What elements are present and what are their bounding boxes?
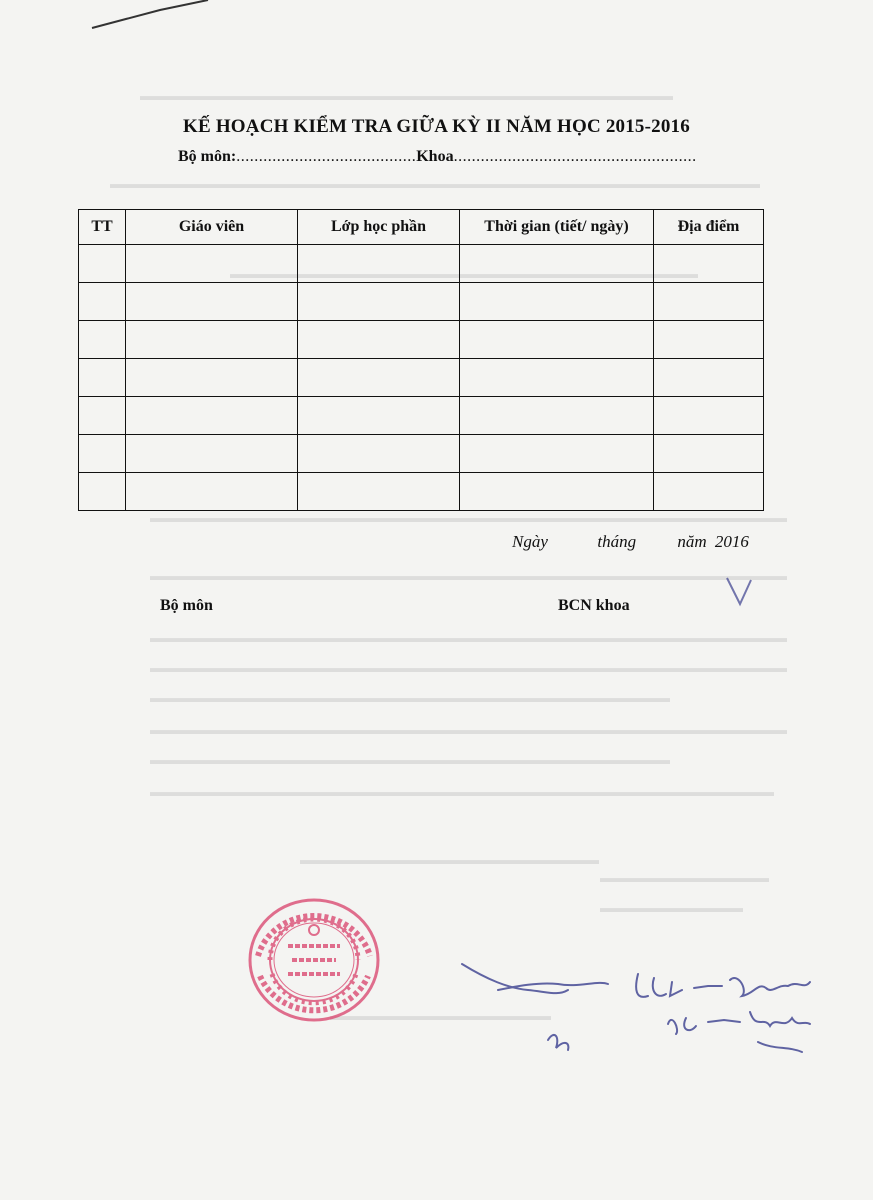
table-cell: [126, 321, 298, 359]
table-cell: [460, 245, 654, 283]
table-cell: [460, 321, 654, 359]
table-cell: [460, 435, 654, 473]
table-cell: [126, 359, 298, 397]
table-cell: [654, 435, 764, 473]
table-row: [79, 359, 764, 397]
table-cell: [654, 359, 764, 397]
table-cell: [79, 321, 126, 359]
header-location: Địa điểm: [654, 210, 764, 245]
table-cell: [654, 283, 764, 321]
table-row: [79, 283, 764, 321]
table-cell: [79, 397, 126, 435]
table-cell: [298, 473, 460, 511]
table-cell: [298, 435, 460, 473]
table-cell: [126, 283, 298, 321]
header-class-section: Lớp học phần: [298, 210, 460, 245]
table-cell: [126, 435, 298, 473]
table-cell: [298, 321, 460, 359]
table-cell: [126, 473, 298, 511]
table-cell: [79, 473, 126, 511]
table-cell: [298, 397, 460, 435]
exam-plan-table: [78, 209, 764, 511]
faculty-label: Khoa: [416, 148, 454, 165]
signature-label-faculty-board: BCN khoa: [558, 597, 630, 614]
scan-mark-icon: [90, 0, 210, 30]
faculty-blank: ......................................................: [453, 148, 697, 165]
table-row: [79, 435, 764, 473]
handwritten-check-icon: [724, 574, 754, 608]
table-cell: [79, 359, 126, 397]
date-line: Ngày tháng năm 2016: [512, 532, 749, 551]
table-cell: [460, 283, 654, 321]
table-row: [79, 245, 764, 283]
table-cell: [654, 321, 764, 359]
table-cell: [79, 245, 126, 283]
table-row: [79, 321, 764, 359]
table-row: [79, 397, 764, 435]
header-teacher: Giáo viên: [126, 210, 298, 245]
table-cell: [460, 397, 654, 435]
department-blank: ........................................: [236, 148, 417, 165]
signature-label-department: Bộ môn: [160, 597, 213, 614]
table-cell: [79, 435, 126, 473]
table-cell: [460, 473, 654, 511]
table-cell: [126, 397, 298, 435]
table-header-row: [79, 210, 764, 245]
table-cell: [126, 245, 298, 283]
table-body: [79, 245, 764, 511]
university-seal-icon: [246, 896, 382, 1024]
table-cell: [298, 283, 460, 321]
table-cell: [79, 283, 126, 321]
table-cell: [654, 397, 764, 435]
table-row: [79, 473, 764, 511]
handwritten-signature-icon: [458, 960, 818, 1070]
header-tt: TT: [79, 210, 126, 245]
document-page: ▬▬▬▬▬▬▬▬▬▬▬▬▬▬▬▬▬▬▬▬▬▬▬▬▬▬▬▬▬▬▬▬▬▬▬▬▬▬▬▬▬ ▬▬▬▬▬▬▬▬▬▬▬▬▬▬▬▬▬▬▬▬▬▬▬▬▬▬▬▬▬▬▬▬▬▬▬▬▬▬▬▬▬▬▬▬▬▬▬▬▬▬ ▬▬▬▬▬▬▬▬▬▬▬▬▬▬▬▬▬▬▬▬▬▬▬▬▬▬▬▬▬▬▬▬▬▬▬▬ ▬▬▬▬▬▬▬▬▬▬▬▬▬▬▬▬▬▬▬▬▬▬▬▬▬▬▬▬▬▬▬▬▬▬▬▬▬▬▬▬▬▬▬▬▬▬▬▬▬ ▬▬▬▬▬▬▬▬▬▬▬▬▬▬▬▬▬▬▬▬▬▬▬▬▬▬▬▬▬▬▬▬▬▬▬▬▬▬▬▬▬▬▬▬▬▬▬▬▬ ▬▬▬▬▬▬▬▬▬▬▬▬▬▬▬▬▬▬▬▬▬▬▬▬▬▬▬▬▬▬▬▬▬▬▬▬▬▬▬▬▬▬▬▬▬▬▬▬▬ ▬▬▬▬▬▬▬▬▬▬▬▬▬▬▬▬▬▬▬▬▬▬▬▬▬▬▬▬▬▬▬▬▬▬▬▬▬▬▬▬▬▬▬▬▬▬▬▬▬ ▬▬▬▬▬▬▬▬▬▬▬▬▬▬▬▬▬▬▬▬▬▬▬▬▬▬▬▬▬▬▬▬▬▬▬▬▬▬▬▬ ▬▬▬▬▬▬▬▬▬▬▬▬▬▬▬▬▬▬▬▬▬▬▬▬▬▬▬▬▬▬▬▬▬▬▬▬▬▬▬▬▬▬▬▬▬▬▬▬▬ ▬▬▬▬▬▬▬▬▬▬▬▬▬▬▬▬▬▬▬▬▬▬▬▬▬▬▬▬▬▬▬▬▬▬▬▬▬▬▬▬ ▬▬▬▬▬▬▬▬▬▬▬▬▬▬▬▬▬▬▬▬▬▬▬▬▬▬▬▬▬▬▬▬▬▬▬▬▬▬▬▬▬▬▬▬▬▬▬▬ ▬▬▬▬▬▬▬▬▬▬▬▬▬▬▬▬▬▬▬▬▬▬▬ ▬▬▬▬▬▬▬▬▬▬▬▬▬ ▬▬▬▬▬▬▬▬▬▬▬ ▬▬▬▬▬▬▬▬▬▬▬▬▬▬▬▬▬ KẾ HOẠCH KIỂM TRA GIỮA KỲ II NĂM HỌC 2015-2016 Bộ môn:........................................Khoa...................................................... TT Giáo viên Lớp học phần Thời gian (tiết/ ngày) Địa điểm Ngày tháng năm 2016 Bộ môn BCN khoa: [0, 0, 873, 1200]
document-title: KẾ HOẠCH KIỂM TRA GIỮA KỲ II NĂM HỌC 2015-2016: [183, 116, 690, 137]
department-label: Bộ môn:: [178, 148, 237, 165]
header-time: Thời gian (tiết/ ngày): [460, 210, 654, 245]
table-cell: [298, 359, 460, 397]
table-cell: [298, 245, 460, 283]
table-cell: [654, 473, 764, 511]
department-faculty-line: [178, 148, 697, 166]
table-cell: [654, 245, 764, 283]
table-cell: [460, 359, 654, 397]
